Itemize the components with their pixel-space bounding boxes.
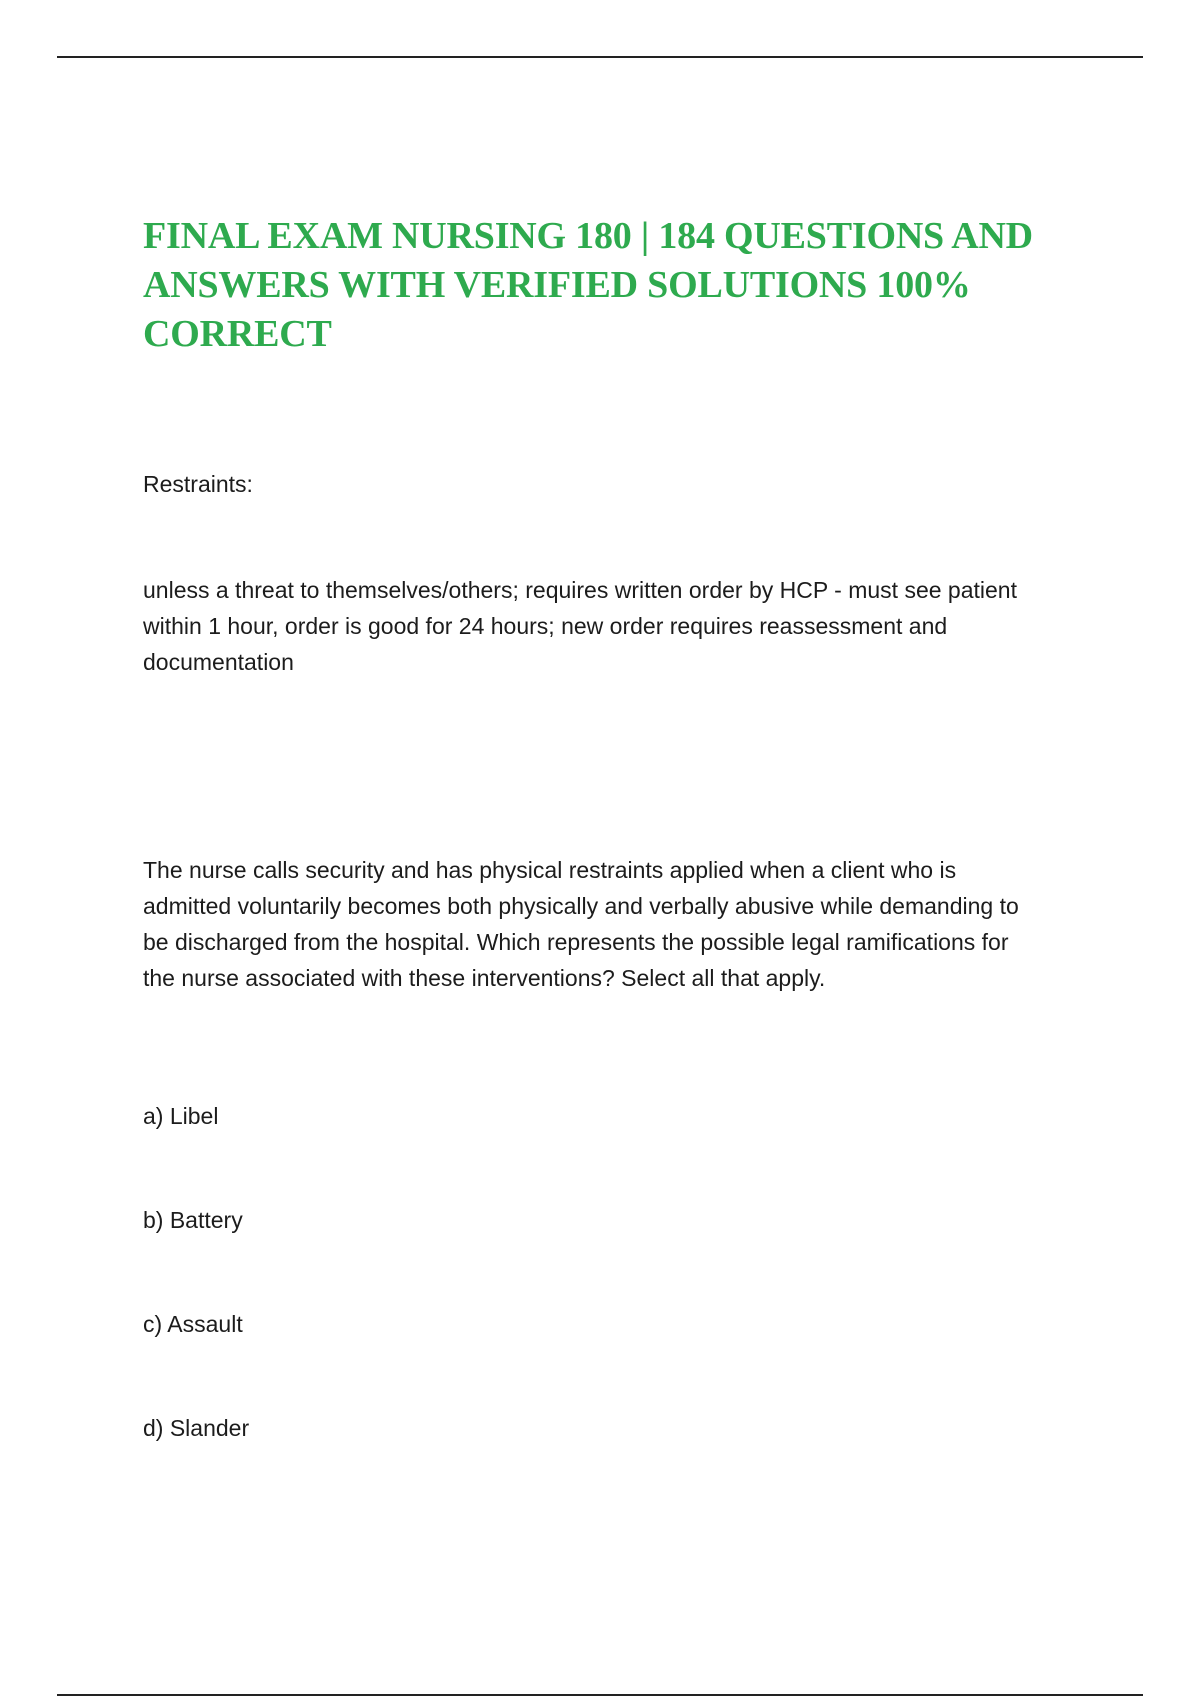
answer-text: unless a threat to themselves/others; requires written order by HCP - must see patient within 1 hour, order is good for 24 hours; new order requires reassessment and documentation xyxy=(143,577,1017,675)
option-b: b) Battery xyxy=(143,1207,243,1233)
bottom-divider xyxy=(57,1694,1143,1696)
option-c: c) Assault xyxy=(143,1311,243,1337)
section-heading: Restraints: xyxy=(143,471,253,497)
document-title: FINAL EXAM NURSING 180 | 184 QUESTIONS AND ANSWERS WITH VERIFIED SOLUTIONS 100% CORRECT xyxy=(143,215,1033,355)
option-d: d) Slander xyxy=(143,1415,250,1441)
question-text: The nurse calls security and has physical restraints applied when a client who is admitted voluntarily becomes both physically and verbally abusive while demanding to be discharged from the hospital. Which represents the possible legal ramifications for the nurse associated with these interventions? Select all that apply. xyxy=(143,857,1019,991)
top-divider xyxy=(57,56,1143,58)
option-a: a) Libel xyxy=(143,1103,219,1129)
